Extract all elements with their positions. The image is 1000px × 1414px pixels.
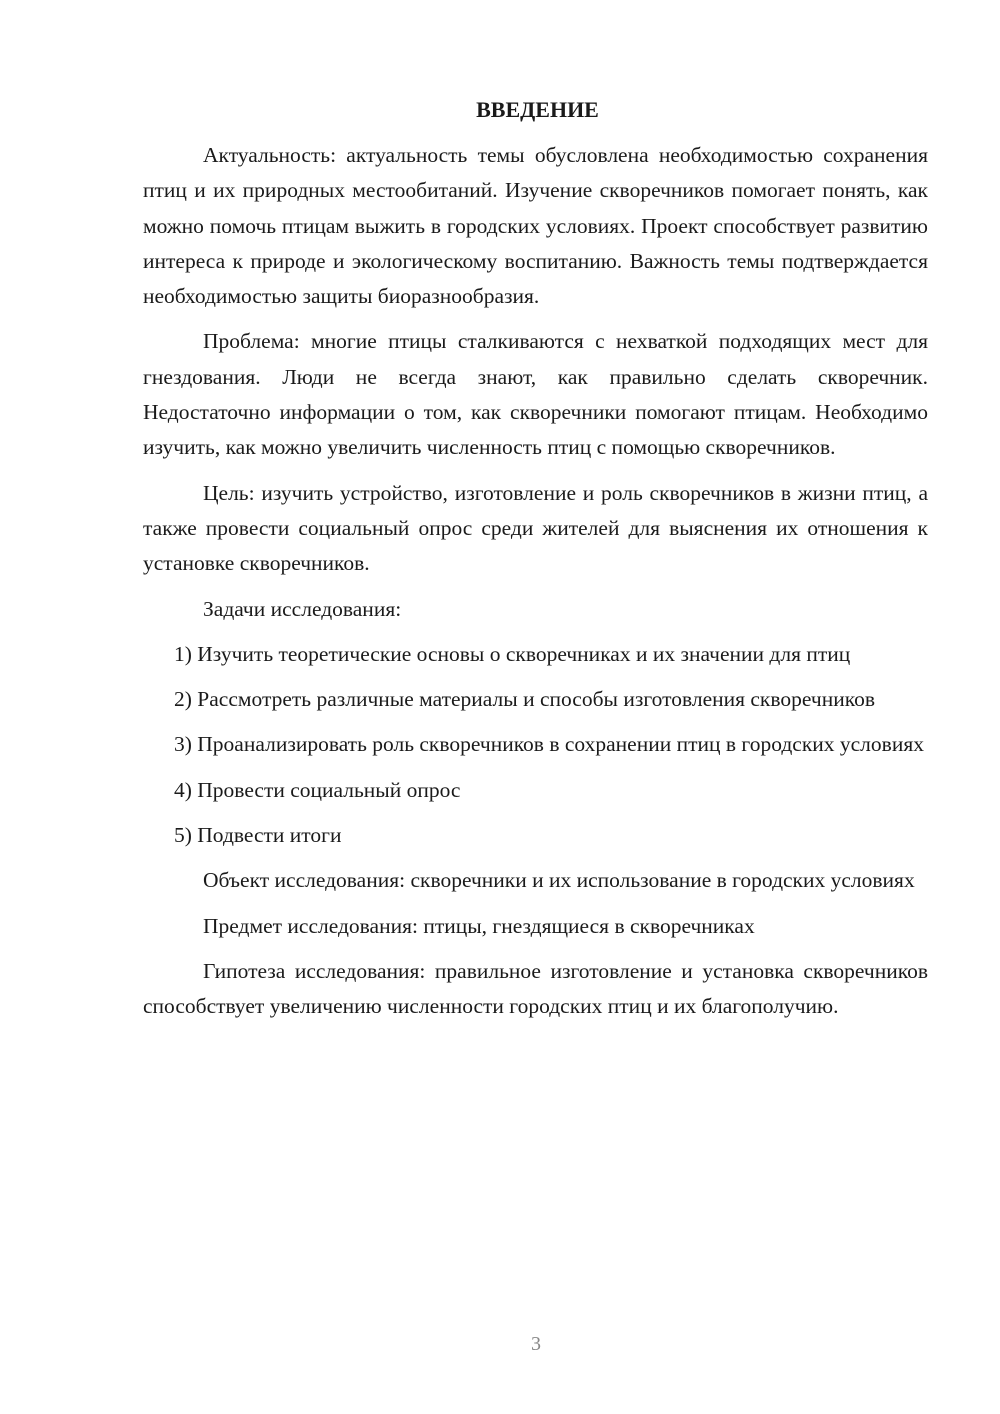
hypothesis-paragraph: Гипотеза исследования: правильное изготовление и установка скворечников способствует увеличению численности городских птиц и их благополучию.	[143, 958, 928, 1019]
page-number: 3	[531, 1333, 541, 1355]
task-item: 3) Проанализировать роль скворечников в сохранении птиц в городских условиях	[174, 732, 924, 757]
task-item: 5) Подвести итоги	[174, 823, 342, 848]
task-item: 2) Рассмотреть различные материалы и способы изготовления скворечников	[174, 687, 875, 712]
section-title: ВВЕДЕНИЕ	[476, 97, 599, 122]
tasks-heading: Задачи исследования:	[203, 596, 402, 621]
document-page	[143, 94, 928, 1035]
task-item: 1) Изучить теоретические основы о скворечниках и их значении для птиц	[174, 641, 851, 666]
task-item: 4) Провести социальный опрос	[174, 777, 461, 802]
subject-paragraph: Предмет исследования: птицы, гнездящиеся в скворечниках	[203, 913, 755, 938]
relevance-paragraph: Актуальность: актуальность темы обусловлена необходимостью сохранения птиц и их природных местообитаний. Изучение скворечников помогает понять, как можно помочь птицам выжить в городских условиях. Проект способствует развитию интереса к природе и экологическому воспитанию. Важность темы подтверждается необходимостью защиты биоразнообразия.	[143, 143, 928, 309]
problem-paragraph: Проблема: многие птицы сталкиваются с нехваткой подходящих мест для гнездования. Люди не всегда знают, как правильно сделать скворечник. Недостаточно информации о том, как скворечники помогают птицам. Необходимо изучить, как можно увеличить численность птиц с помощью скворечников.	[143, 329, 928, 460]
object-paragraph: Объект исследования: скворечники и их использование в городских условиях	[203, 868, 915, 893]
goal-paragraph: Цель: изучить устройство, изготовление и роль скворечников в жизни птиц, а также провести социальный опрос среди жителей для выяснения их отношения к установке скворечников.	[143, 480, 928, 576]
